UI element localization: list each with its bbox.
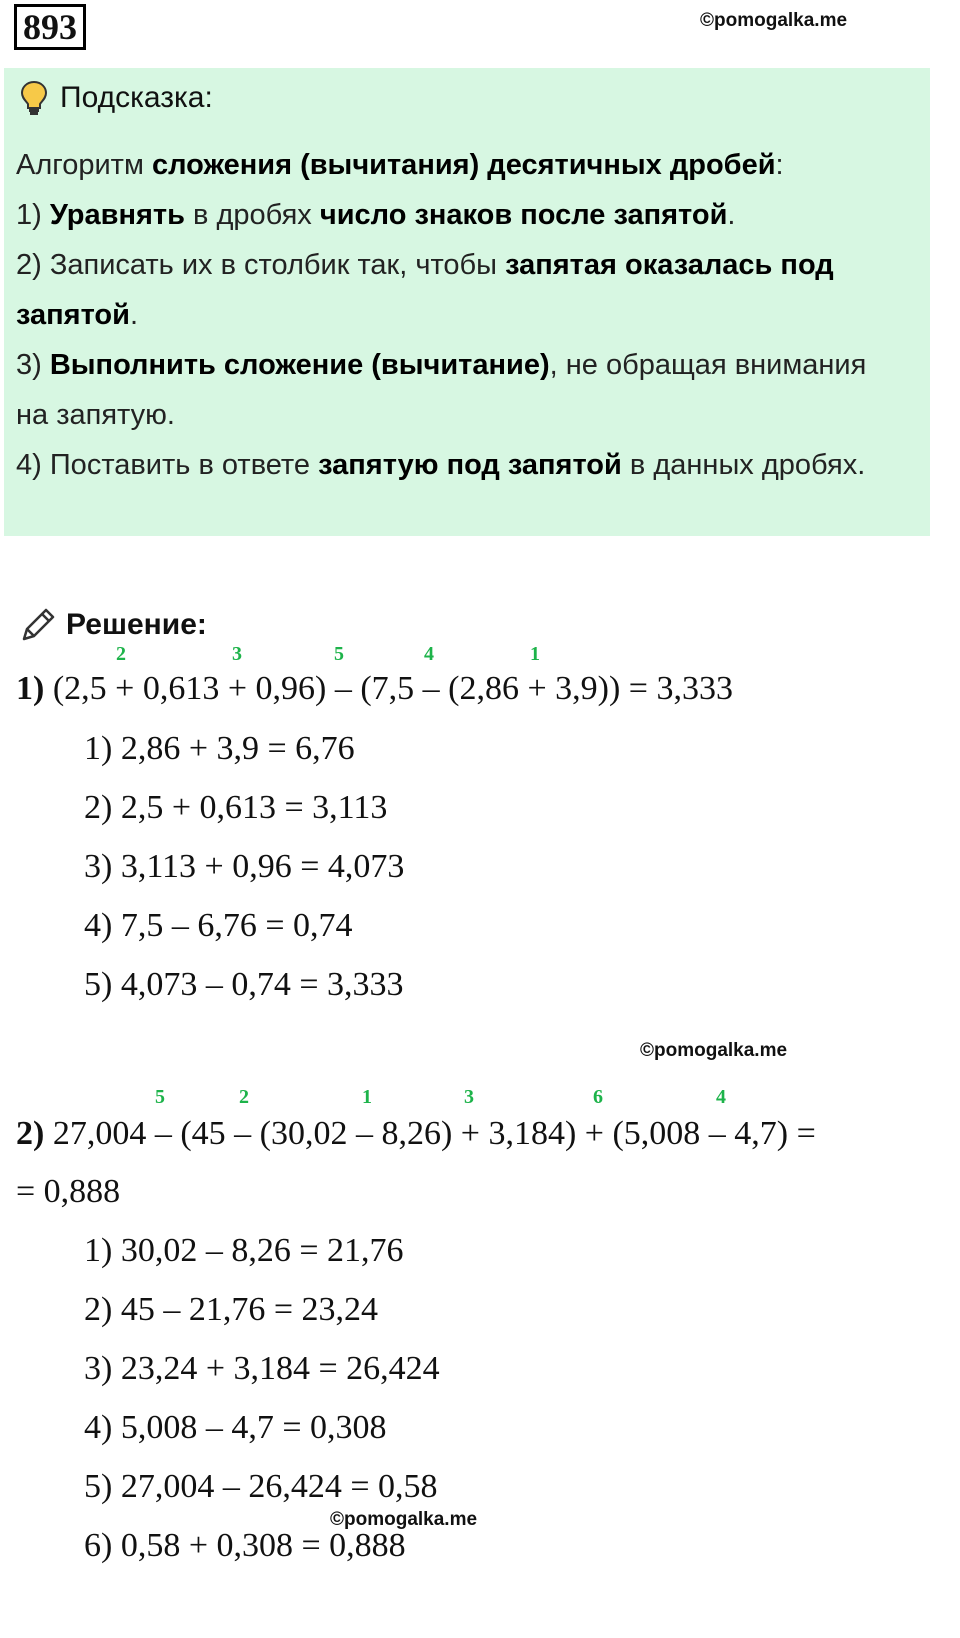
s1a: 1)	[16, 199, 50, 231]
watermark-middle: ©pomogalka.me	[640, 1040, 788, 1061]
order-digit: 5	[334, 643, 344, 665]
problem2-step: 1) 30,02 – 8,26 = 21,76	[84, 1232, 404, 1269]
s2b: запятая оказалась под	[505, 249, 834, 281]
s4c: в данных дробях.	[621, 449, 866, 481]
problem2-expression	[16, 1115, 816, 1153]
problem2-expression-cont: = 0,888	[16, 1173, 121, 1210]
s2a: 2) Записать их в столбик так, чтобы	[16, 249, 506, 281]
problem2-label: 2)	[16, 1115, 45, 1152]
s2c: запятой	[16, 299, 130, 331]
problem1-expr-text: (2,5 + 0,613 + 0,96) – (7,5 – (2,86 + 3,9)) = 3,333	[44, 670, 733, 707]
hint-intro-plain: Алгоритм	[16, 149, 152, 181]
problem2-step: 4) 5,008 – 4,7 = 0,308	[84, 1409, 387, 1446]
order-digit: 3	[464, 1086, 474, 1108]
hint-intro	[16, 140, 916, 190]
problem1-step: 3) 3,113 + 0,96 = 4,073	[84, 848, 405, 885]
task-number: 893	[14, 4, 86, 50]
s3a: 3)	[16, 349, 50, 381]
problem2-step: 2) 45 – 21,76 = 23,24	[84, 1291, 378, 1328]
solution-title-text: Решение:	[66, 608, 207, 641]
order-digit: 6	[593, 1086, 603, 1108]
hint-step-3	[16, 340, 916, 390]
problem1-step: 4) 7,5 – 6,76 = 0,74	[84, 907, 353, 944]
watermark-bottom: ©pomogalka.me	[330, 1509, 478, 1530]
s4b: запятую под запятой	[318, 449, 622, 481]
order-digit: 1	[530, 643, 540, 665]
pencil-icon	[18, 605, 58, 645]
s1e: .	[727, 199, 736, 231]
hint-text	[16, 140, 916, 490]
hint-step-3-cont: на запятую.	[16, 399, 175, 431]
hint-title	[20, 80, 213, 116]
s2d: .	[129, 299, 139, 331]
order-digit: 5	[155, 1086, 165, 1108]
order-digit: 1	[362, 1086, 372, 1108]
order-digit: 2	[239, 1086, 249, 1108]
problem1-step: 2) 2,5 + 0,613 = 3,113	[84, 789, 388, 826]
s4a: 4) Поставить в ответе	[16, 449, 319, 481]
hint-intro-end: :	[775, 149, 784, 181]
problem1-label: 1)	[16, 670, 45, 707]
s3b: Выполнить сложение (вычитание)	[49, 349, 550, 381]
hint-intro-bold: сложения (вычитания) десятичных дробей	[151, 149, 776, 181]
hint-step-1	[16, 190, 916, 240]
hint-step-2-cont	[16, 290, 916, 340]
hint-step-2	[16, 240, 916, 290]
lightbulb-icon	[20, 80, 48, 116]
problem1-step: 1) 2,86 + 3,9 = 6,76	[84, 730, 355, 767]
problem2-step: 3) 23,24 + 3,184 = 26,424	[84, 1350, 440, 1387]
problem1-step: 5) 4,073 – 0,74 = 3,333	[84, 966, 404, 1003]
watermark-top: ©pomogalka.me	[700, 10, 848, 31]
s3c: , не обращая внимания	[549, 349, 867, 381]
solution-title	[18, 605, 207, 645]
problem2-expr-text: 27,004 – (45 – (30,02 – 8,26) + 3,184) + (5,008 – 4,7) =	[44, 1115, 816, 1152]
s1d: число знаков после запятой	[319, 199, 728, 231]
order-digit: 3	[232, 643, 242, 665]
problem1-expression	[16, 670, 733, 708]
hint-title-text: Подсказка:	[60, 81, 213, 114]
order-digit: 4	[716, 1086, 726, 1108]
s1c: в дробях	[184, 199, 320, 231]
problem2-step: 6) 0,58 + 0,308 = 0,888	[84, 1527, 406, 1564]
problem2-step: 5) 27,004 – 26,424 = 0,58	[84, 1468, 438, 1505]
s1b: Уравнять	[49, 199, 185, 231]
order-digit: 4	[424, 643, 434, 665]
hint-step-4	[16, 440, 916, 490]
order-digit: 2	[116, 643, 126, 665]
